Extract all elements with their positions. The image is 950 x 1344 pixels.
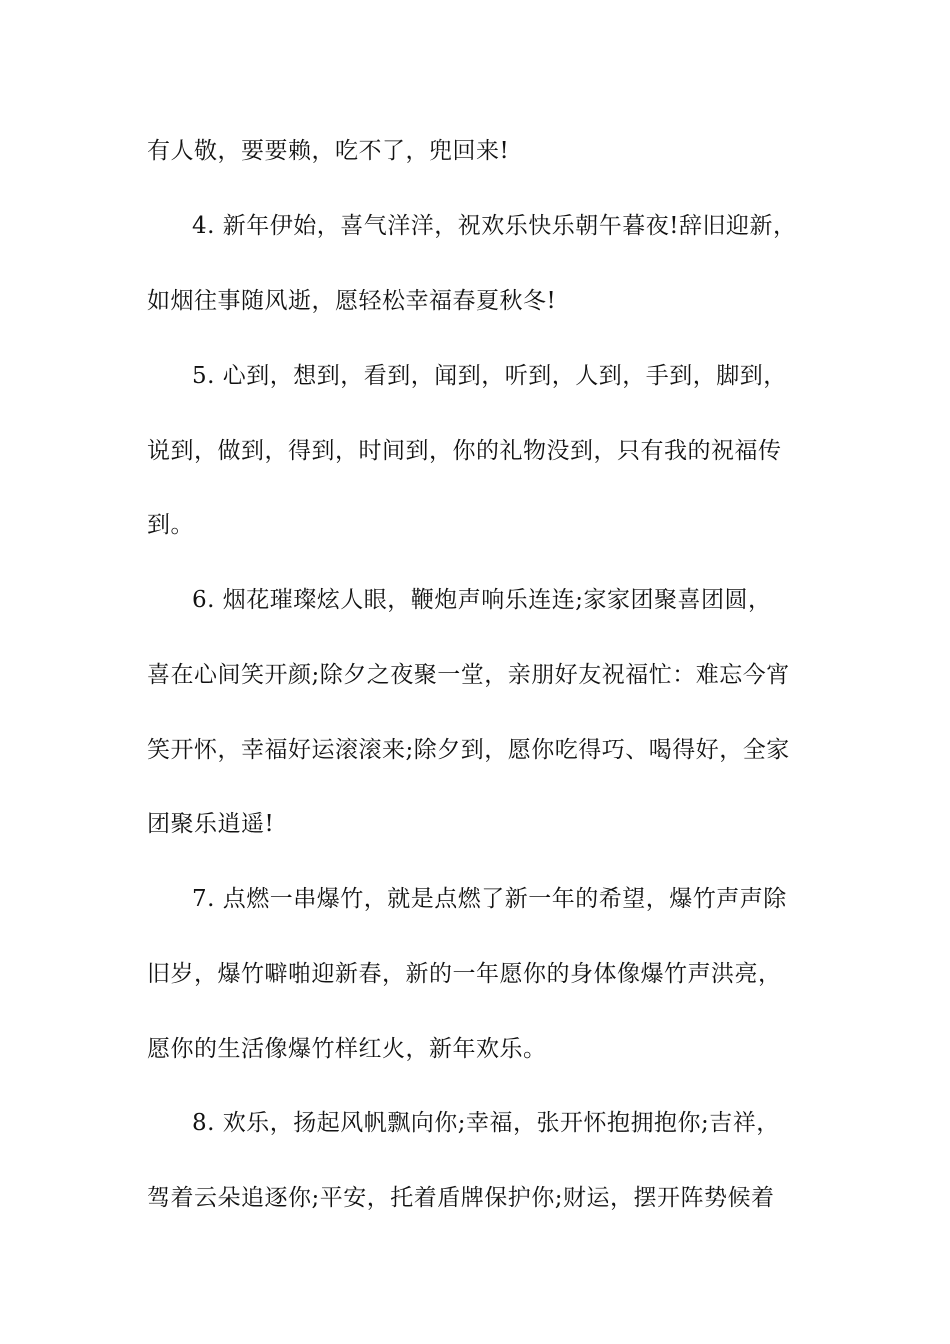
text-line-item-7: 7. 点燃一串爆竹，就是点燃了新一年的希望，爆竹声声除 xyxy=(192,886,787,912)
text-line-item-4: 4. 新年伊始，喜气洋洋，祝欢乐快乐朝午暮夜!辞旧迎新， xyxy=(192,213,797,239)
text-line: 如烟往事随风逝，愿轻松幸福春夏秋冬! xyxy=(147,288,557,314)
text-line: 团聚乐逍遥! xyxy=(147,811,275,837)
text-line-item-6: 6. 烟花璀璨炫人眼，鞭炮声响乐连连;家家团聚喜团圆， xyxy=(192,587,772,613)
text-line: 有人敬，要要赖，吃不了，兜回来! xyxy=(147,138,510,164)
text-line: 笑开怀，幸福好运滚滚来;除夕到，愿你吃得巧、喝得好，全家 xyxy=(147,737,790,763)
text-line: 驾着云朵追逐你;平安，托着盾牌保护你;财运，摆开阵势候着 xyxy=(147,1185,775,1211)
text-line: 到。 xyxy=(147,512,194,538)
text-line: 旧岁，爆竹噼啪迎新春，新的一年愿你的身体像爆竹声洪亮， xyxy=(147,961,782,987)
text-line: 愿你的生活像爆竹样红火，新年欢乐。 xyxy=(147,1036,547,1062)
text-line-item-5: 5. 心到，想到，看到，闻到，听到，人到，手到，脚到， xyxy=(192,363,787,389)
text-line: 说到，做到，得到，时间到，你的礼物没到，只有我的祝福传 xyxy=(147,438,782,464)
text-line: 喜在心间笑开颜;除夕之夜聚一堂，亲朋好友祝福忙：难忘今宵 xyxy=(147,662,790,688)
text-line-item-8: 8. 欢乐，扬起风帆飘向你;幸福，张开怀抱拥抱你;吉祥， xyxy=(192,1110,780,1136)
